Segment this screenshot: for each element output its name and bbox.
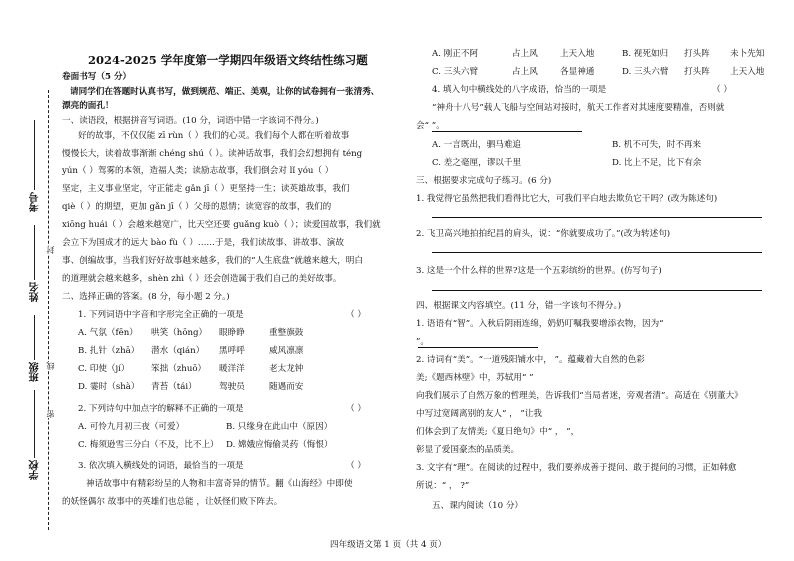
fill-question-3: 3. 文字有“理”。在阅读的过程中，我们要养成善于提问、敢于提问的习惯，正如韩愈 bbox=[416, 463, 737, 473]
option-c: C. 三头六臂 bbox=[432, 67, 479, 77]
passage-line: 好的故事，不仅仅能 zī rùn（ ）我们的心灵。我们每个人都在听着故事 bbox=[78, 131, 350, 141]
answer-bracket[interactable]: （ ） bbox=[712, 85, 732, 95]
option-d: D. 三头六臂 bbox=[622, 67, 669, 77]
answer-bracket[interactable]: （ ） bbox=[346, 404, 366, 414]
seal-mark-xian: 线 bbox=[46, 362, 55, 370]
question-text: 会“ ”。 bbox=[416, 121, 445, 131]
fill-question-1: 1. 语语有“智”。入秋后阴雨连绵，奶奶叮嘱我要增添衣物，因为“ bbox=[416, 319, 664, 329]
answer-bracket[interactable]: （ ） bbox=[346, 310, 366, 320]
question-text: 的妖怪偶尔 故事中的英雄们也总能 ，让妖怪们败下阵去。 bbox=[62, 497, 283, 507]
answer-line[interactable] bbox=[432, 217, 762, 218]
answer-line[interactable] bbox=[432, 252, 762, 253]
section-3-heading: 三、根据要求完成句子练习。(6 分) bbox=[416, 176, 552, 186]
option-a: A. 气氛（fēn） bbox=[78, 328, 138, 338]
exam-no-label: 考号 bbox=[30, 192, 41, 212]
option-d-word: 青苔（tái） bbox=[151, 382, 197, 392]
handwriting-instruction-2: 漂亮的面孔！ bbox=[62, 101, 114, 111]
passage-line: 的道理就会越来越多，shèn zhì（ ）还会创造属于我们自己的美好故事。 bbox=[62, 274, 342, 284]
option-c-word: 占上风 bbox=[512, 67, 538, 77]
option-b-word: 打头阵 bbox=[684, 49, 710, 59]
sentence-question-1: 1. 我觉得它虽然把我们看得比它大，可我们平白地去欺负它干吗？(改为陈述句) bbox=[416, 194, 718, 204]
option-b-word: 未卜先知 bbox=[730, 49, 765, 59]
question-2-3: 3. 依次填入横线处的词语，最恰当的一项是 bbox=[78, 461, 244, 471]
option-a: A. 一言既出，驷马难追 bbox=[432, 140, 522, 150]
option-d-word: 随遇而安 bbox=[269, 382, 304, 392]
fill-question-2: 彰显了爱国豪杰的品质美。 bbox=[416, 445, 520, 455]
option-d-word: 上天入地 bbox=[730, 67, 765, 77]
school-label: 学校 bbox=[30, 460, 41, 480]
passage-line: qiè（ ）的期望，更加 gǎn jī（ ）父母的恩情；读宽容的故事，我们的 bbox=[62, 202, 332, 212]
binding-strip bbox=[0, 60, 70, 560]
option-a-word: 重整旗鼓 bbox=[269, 328, 304, 338]
question-text: 神话故事中有精彩纷呈的人物和丰富奇异的情节。翻《山海经》中即使 bbox=[86, 479, 353, 489]
option-d-word: 驾驶员 bbox=[219, 382, 245, 392]
seal-mark-mi: 密 bbox=[46, 410, 55, 418]
section-2-heading: 二、选择正确的答案。(8 分，每小题 2 分。) bbox=[62, 292, 230, 302]
class-line bbox=[34, 315, 35, 360]
answer-line[interactable] bbox=[432, 131, 582, 132]
option-b: B. 只缘身在此山中（原因） bbox=[226, 422, 333, 432]
fill-question-2: 2. 诗词有“美”。“一道残阳铺水中， ”。蕴藏着大自然的色彩 bbox=[416, 355, 645, 365]
answer-bracket[interactable]: （ ） bbox=[346, 461, 366, 471]
passage-line: 事、创编故事，当我们好好故事越来越多，我们的“人生底盘”就越来越大，明白 bbox=[62, 256, 363, 266]
option-b-word: 威风凛凛 bbox=[269, 346, 304, 356]
seal-mark-feng: 封 bbox=[46, 246, 55, 254]
option-c: C. 印使（jí） bbox=[78, 364, 130, 374]
option-c: C. 梅须逊雪三分白（不及，比不上） bbox=[78, 440, 219, 450]
option-b: B. 机不可失，时不再来 bbox=[612, 140, 702, 150]
passage-line: yún（ ）驾雾的本领，造福人类；读励志故事，我们倒会对 lǐ yóu（ ） bbox=[62, 166, 334, 176]
option-c-word: 各显神通 bbox=[560, 67, 595, 77]
fill-question-1: ”。 bbox=[416, 337, 429, 347]
passage-line: xiōng huái（ ）会越来越宽广，比天空还要 guǎng kuò（ ）；读爱国故事，我们就 bbox=[62, 220, 381, 230]
name-label: 姓名 bbox=[30, 282, 41, 302]
option-a: A. 可怜九月初三夜（可爱） bbox=[78, 422, 185, 432]
section-5-heading: 五、课内阅读（10 分） bbox=[432, 501, 524, 511]
option-b: B. 扎针（zhā） bbox=[78, 346, 140, 356]
option-a-word: 眼睁睁 bbox=[219, 328, 245, 338]
name-line bbox=[34, 225, 35, 280]
option-a-word: 上天入地 bbox=[560, 49, 595, 59]
option-c: C. 差之毫厘，谬以千里 bbox=[432, 158, 522, 168]
answer-line[interactable] bbox=[418, 347, 538, 348]
option-c-word: 老太龙钟 bbox=[269, 364, 304, 374]
option-d-word: 打头阵 bbox=[684, 67, 710, 77]
option-a-word: 占上风 bbox=[512, 49, 538, 59]
option-d: D. 嫦娥应悔偷灵药（悔恨） bbox=[226, 440, 333, 450]
option-d: D. 比上不足，比下有余 bbox=[612, 158, 702, 168]
option-a-word: 哄笑（hōng） bbox=[151, 328, 208, 338]
question-2-2: 2. 下列诗句中加点字的解释不正确的一项是 bbox=[78, 404, 244, 414]
fill-question-2: 们体会到了友情美;《夏日绝句》中“ ， ”， bbox=[416, 427, 580, 437]
question-2-1: 1. 下列词语中字音和字形完全正确的一项是 bbox=[78, 310, 244, 320]
fill-question-2: 中写过宽阔离别的友人“ ， ”让我 bbox=[416, 409, 542, 419]
page-footer: 四年级语文第 1 页（共 4 页） bbox=[330, 540, 447, 550]
option-b: B. 视死如归 bbox=[622, 49, 669, 59]
handwriting-heading: 卷面书写（5 分） bbox=[62, 72, 132, 82]
sentence-question-3: 3. 这是一个什么样的世界?这是一个五彩缤纷的世界。(仿写句子) bbox=[416, 266, 662, 276]
answer-line[interactable] bbox=[432, 290, 762, 291]
option-d: D. 霎时（shà） bbox=[78, 382, 140, 392]
exam-no-line bbox=[34, 120, 35, 190]
fill-question-3: 所说：“ ， ?” bbox=[416, 481, 470, 491]
page-title: 2024-2025 学年度第一学期四年级语文终结性练习题 bbox=[88, 53, 368, 67]
option-b-word: 黑呼呼 bbox=[219, 346, 245, 356]
handwriting-instruction: 请同学们在答题时认真书写，做到规范、端正、美观，让你的试卷拥有一张清秀、 bbox=[70, 87, 380, 97]
passage-line: 慢慢长大，读着故事渐渐 chéng shú（ ）。读神话故事，我们会幻想拥有 téng bbox=[62, 149, 363, 159]
fill-question-2: 向我们展示了自然万象的哲理美，告诉我们“当局者迷，旁观者清”。高适在《别董大》 bbox=[416, 391, 743, 401]
sentence-question-2: 2. 飞卫高兴地拍拍纪昌的肩头，说：“你就要成功了。”(改为转述句) bbox=[416, 229, 671, 239]
school-line bbox=[34, 390, 35, 458]
option-a: A. 刚正不阿 bbox=[432, 49, 479, 59]
question-2-4: 4. 填入句中横线处的八字成语，恰当的一项是 bbox=[432, 85, 607, 95]
seal-dashed-line bbox=[48, 90, 49, 530]
option-c-word: 暖洋洋 bbox=[219, 364, 245, 374]
section-1-heading: 一、读语段，根据拼音写词语。(10 分，词语中错一字该词不得分。) bbox=[62, 116, 319, 126]
passage-line: 会立下为国成才的远大 bào fù（ ）……于是，我们读故事、讲故事、演故 bbox=[62, 238, 344, 248]
passage-line: 坚定，主义事业坚定，守正能走 gǎn jī（ ）更坚持一生；读英雄故事，我们 bbox=[62, 184, 350, 194]
option-b-word: 潜水（qián） bbox=[151, 346, 205, 356]
class-label: 班级 bbox=[30, 362, 41, 382]
fill-question-2: 美;《题西林壁》中，苏轼用“ ” bbox=[416, 373, 534, 383]
section-4-heading: 四、根据课文内容填空。(11 分，错一字该句不得分。) bbox=[416, 301, 622, 311]
option-c-word: 笨拙（zhuō） bbox=[151, 364, 207, 374]
question-text: “神舟十八号”载人飞船与空间站对接时，航天工作者对其速度要精准，否则就 bbox=[432, 103, 725, 113]
